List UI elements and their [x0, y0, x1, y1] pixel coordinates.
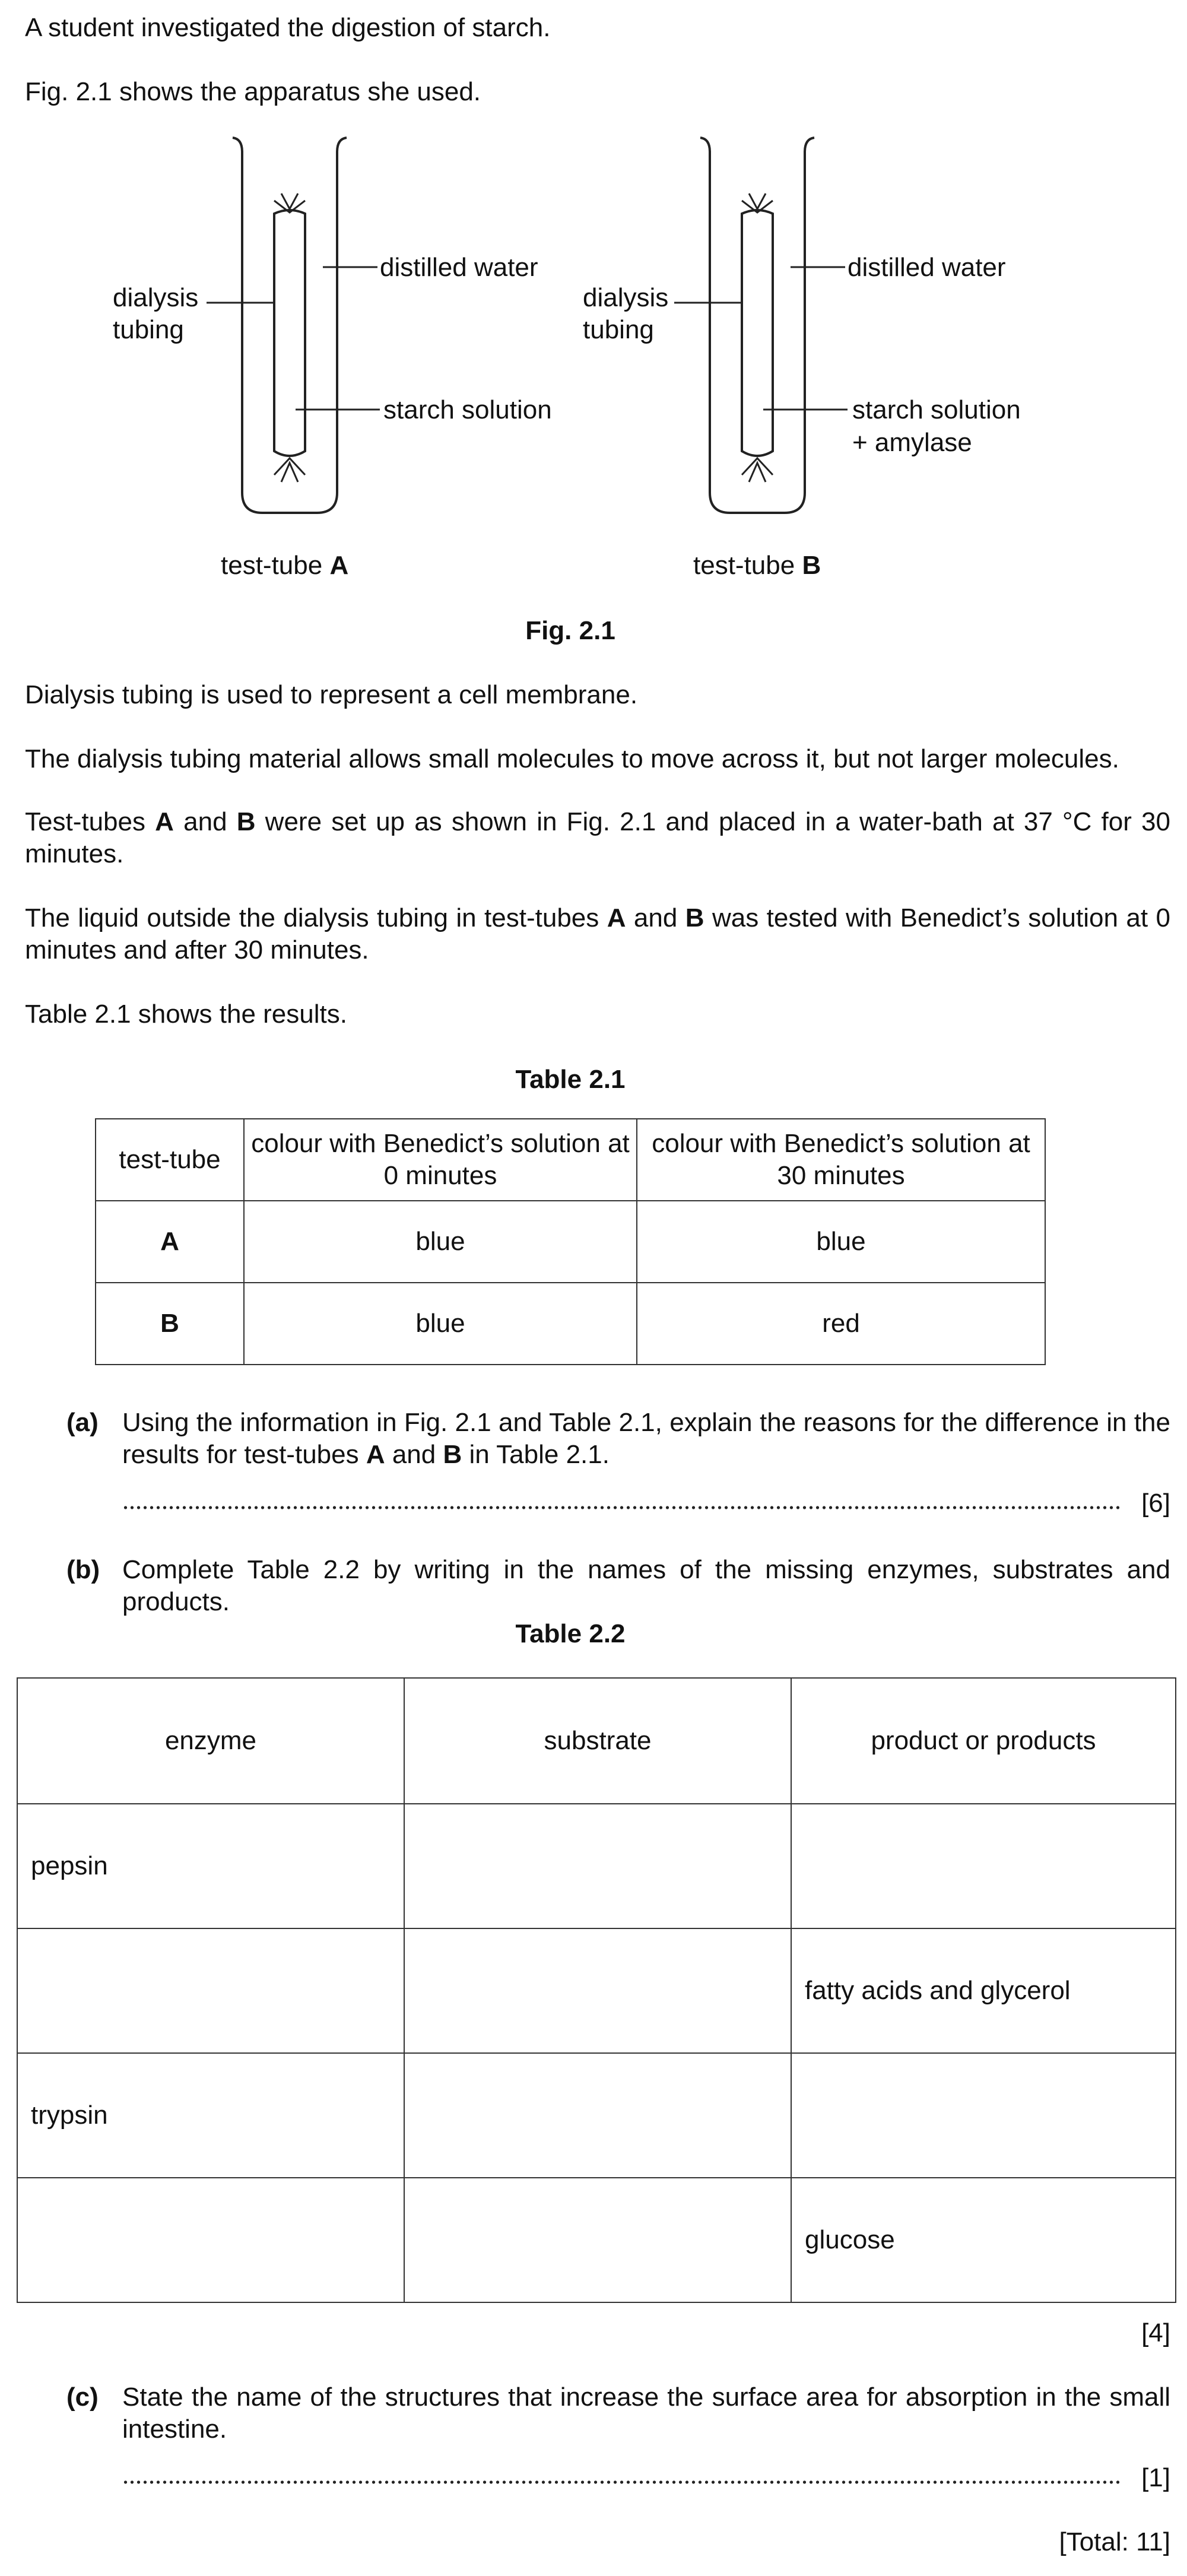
tube-a-caption: test-tube A — [221, 551, 349, 580]
paragraph-table-ref: Table 2.1 shows the results. — [25, 1000, 347, 1029]
cell-colour-0: blue — [244, 1283, 637, 1365]
part-b-question: Complete Table 2.2 by writing in the names of the missing enzymes, substrates and products. — [122, 1555, 1170, 1616]
cell-enzyme: trypsin — [17, 2053, 404, 2178]
paragraph-tubing-material: The dialysis tubing material allows small molecules to move across it, but not larger molecules. — [25, 744, 1119, 773]
cell-products: glucose — [791, 2178, 1176, 2302]
cell-tube: B — [96, 1283, 244, 1365]
table-row — [17, 2053, 1176, 2178]
table-2-1-caption: Table 2.1 — [515, 1065, 626, 1094]
cell-colour-30: blue — [637, 1201, 1045, 1283]
header-products: product or products — [791, 1678, 1176, 1804]
table-2-2-caption: Table 2.2 — [515, 1619, 626, 1648]
figure-caption: Fig. 2.1 — [525, 616, 615, 645]
cell-substrate[interactable] — [404, 2178, 791, 2302]
header-colour-0-min: colour with Benedict’s solution at 0 minutes — [244, 1119, 637, 1201]
tube-b-starch-label: starch solution — [852, 395, 1021, 424]
part-a-label: (a) — [66, 1408, 99, 1437]
tube-a-dialysis-label-1: dialysis — [113, 283, 199, 312]
cell-substrate[interactable] — [404, 1928, 791, 2053]
cell-colour-0: blue — [244, 1201, 637, 1283]
part-a-marks: [6] — [1141, 1489, 1170, 1518]
cell-tube: A — [96, 1201, 244, 1283]
part-c-label: (c) — [66, 2383, 99, 2412]
cell-substrate[interactable] — [404, 1804, 791, 1928]
paragraph-dialysis: Dialysis tubing is used to represent a cell membrane. — [25, 680, 638, 709]
total-marks: [Total: 11] — [1059, 2527, 1170, 2556]
table-row — [96, 1283, 1045, 1365]
cell-substrate[interactable] — [404, 2053, 791, 2178]
cell-products: fatty acids and glycerol — [791, 1928, 1176, 2053]
test-tube-b-diagram — [674, 138, 848, 513]
tube-b-caption: test-tube B — [693, 551, 821, 580]
part-a-question: Using the information in Fig. 2.1 and Table 2.1, explain the reasons for the difference in the results for test-tubes A and B in Table 2.1. — [122, 1408, 1170, 1469]
paragraph-benedicts-test: The liquid outside the dialysis tubing in test-tubes A and B was tested with Benedict’s solution at 0 minutes and after 30 minutes. — [25, 903, 1170, 965]
table-row — [96, 1201, 1045, 1283]
part-b-label: (b) — [66, 1555, 100, 1584]
header-test-tube: test-tube — [96, 1119, 244, 1201]
tube-a-dialysis-label-2: tubing — [113, 315, 184, 344]
tube-b-dialysis-label-1: dialysis — [583, 283, 669, 312]
tube-b-amylase-label: + amylase — [852, 428, 972, 457]
cell-products[interactable] — [791, 2053, 1176, 2178]
part-c-marks: [1] — [1141, 2463, 1170, 2492]
tube-a-water-label: distilled water — [380, 253, 538, 282]
table-row — [17, 1928, 1176, 2053]
tube-b-water-label: distilled water — [848, 253, 1006, 282]
table-2-1 — [95, 1118, 1046, 1365]
table-header-row — [96, 1119, 1045, 1201]
header-colour-30-min: colour with Benedict’s solution at 30 minutes — [637, 1119, 1045, 1201]
cell-enzyme: pepsin — [17, 1804, 404, 1928]
cell-enzyme[interactable] — [17, 2178, 404, 2302]
cell-enzyme[interactable] — [17, 1928, 404, 2053]
header-enzyme: enzyme — [17, 1678, 404, 1804]
figure-2-1 — [0, 131, 1187, 605]
cell-products[interactable] — [791, 1804, 1176, 1928]
table-row — [17, 2178, 1176, 2302]
tube-a-starch-label: starch solution — [383, 395, 552, 424]
part-a-answer-line[interactable] — [122, 1505, 1119, 1510]
part-b-marks: [4] — [1141, 2318, 1170, 2347]
part-c-answer-line[interactable] — [122, 2480, 1119, 2485]
test-tube-a-diagram — [207, 138, 380, 513]
intro-line-1: A student investigated the digestion of starch. — [25, 13, 551, 42]
part-c-question: State the name of the structures that increase the surface area for absorption in the small intestine. — [122, 2383, 1170, 2444]
table-2-2 — [17, 1677, 1176, 2303]
cell-colour-30: red — [637, 1283, 1045, 1365]
header-substrate: substrate — [404, 1678, 791, 1804]
paragraph-setup: Test-tubes A and B were set up as shown in Fig. 2.1 and placed in a water-bath at 37 °C for 30 minutes. — [25, 807, 1170, 868]
table-header-row — [17, 1678, 1176, 1804]
tube-b-dialysis-label-2: tubing — [583, 315, 654, 344]
intro-line-2: Fig. 2.1 shows the apparatus she used. — [25, 77, 481, 106]
table-row — [17, 1804, 1176, 1928]
